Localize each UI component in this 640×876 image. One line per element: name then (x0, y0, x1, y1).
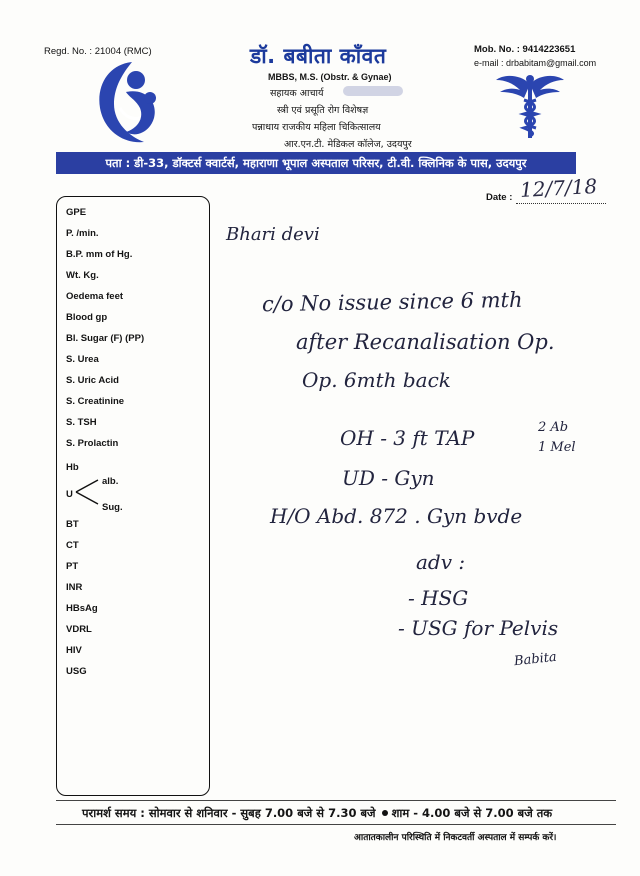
specialty-line: स्त्री एवं प्रसूति रोग विशेषज्ञ (277, 105, 369, 116)
emergency-notice: आतातकालीन परिस्थिति में निकटवर्ती अस्पताल में सम्पर्क करें। (354, 833, 557, 843)
ud-note: UD - Gyn (342, 466, 435, 490)
field-hbsag: HBsAg (66, 603, 98, 614)
timing-morning: परामर्श समय : सोमवार से शनिवार - सुबह 7.00 बजे से 7.30 बजे (82, 806, 376, 820)
field-urine-albumin: alb. (102, 476, 119, 487)
designation-line: सहायक आचार्य (270, 88, 324, 99)
advice-usg: - USG for Pelvis (398, 616, 559, 640)
field-tsh: S. TSH (66, 417, 97, 428)
field-creatinine: S. Creatinine (66, 396, 125, 407)
caduceus-icon (494, 70, 566, 140)
registration-number: Regd. No. : 21004 (RMC) (44, 46, 152, 57)
field-pt: PT (66, 561, 79, 572)
field-gpe: GPE (66, 207, 87, 218)
field-uric-acid: S. Uric Acid (66, 375, 119, 386)
timing-evening: शाम - 4.00 बजे से 7.00 बजे तक (391, 806, 553, 820)
field-oedema: Oedema feet (66, 291, 124, 302)
obstetric-history-ab: 2 Ab (538, 420, 569, 435)
field-pulse: P. /min. (66, 228, 99, 239)
obstetric-history-mel: 1 Mel (538, 440, 576, 455)
obstetric-history-note: OH - 3 ft TAP (340, 426, 475, 450)
urine-branch-mark (72, 476, 102, 506)
doctor-degree: MBBS, M.S. (Obstr. & Gynae) (268, 72, 392, 82)
mobile-number: Mob. No. : 9414223651 (474, 44, 576, 55)
hospital-line: पन्नाधाय राजकीय महिला चिकित्सालय (252, 122, 381, 133)
complaint-note-3: Op. 6mth back (302, 368, 451, 392)
field-ct: CT (66, 540, 79, 551)
history-note: H/O Abd. 872 . Gyn bvde (270, 504, 523, 528)
complaint-note-2: after Recanalisation Op. (296, 330, 555, 354)
field-urea: S. Urea (66, 354, 99, 365)
footer-divider-top (56, 800, 616, 801)
field-bp: B.P. mm of Hg. (66, 249, 133, 260)
field-blood-sugar: Bl. Sugar (F) (PP) (66, 333, 145, 344)
field-urine-sugar: Sug. (102, 502, 123, 513)
address-banner: पता : डी-33, डॉक्टर्स क्वार्टर्स, महाराणा भूपाल अस्पताल परिसर, टी.वी. क्लिनिक के पास, उदयपुर (56, 152, 576, 174)
date-value: 12/7/18 (519, 173, 598, 203)
field-blood-group: Blood gp (66, 312, 108, 323)
email-address: e-mail : drbabitam@gmail.com (474, 58, 597, 68)
consultation-timing (82, 806, 552, 821)
ink-smudge (343, 86, 403, 96)
complaint-note: c/o No issue since 6 mth (261, 287, 523, 317)
field-inr: INR (66, 582, 83, 593)
college-line: आर.एन.टी. मेडिकल कॉलेज, उदयपुर (284, 139, 412, 150)
doctor-name: डॉ. बबीता काँवत (250, 44, 387, 68)
bullet-icon (382, 810, 388, 816)
field-weight: Wt. Kg. (66, 270, 99, 281)
mother-child-logo-icon (92, 58, 168, 146)
field-prolactin: S. Prolactin (66, 438, 119, 449)
patient-name-note: Bhari devi (226, 224, 320, 245)
field-vdrl: VDRL (66, 624, 92, 635)
field-usg: USG (66, 666, 87, 677)
advice-hsg: - HSG (408, 586, 469, 610)
field-urine: U (66, 489, 73, 500)
field-hiv: HIV (66, 645, 82, 656)
footer-divider-bottom (56, 824, 616, 825)
doctor-signature: Babita (513, 649, 558, 670)
field-hb: Hb (66, 462, 79, 473)
field-bt: BT (66, 519, 79, 530)
date-label: Date : (486, 192, 513, 203)
advice-label: adv : (416, 550, 466, 574)
date-underline (516, 203, 606, 204)
